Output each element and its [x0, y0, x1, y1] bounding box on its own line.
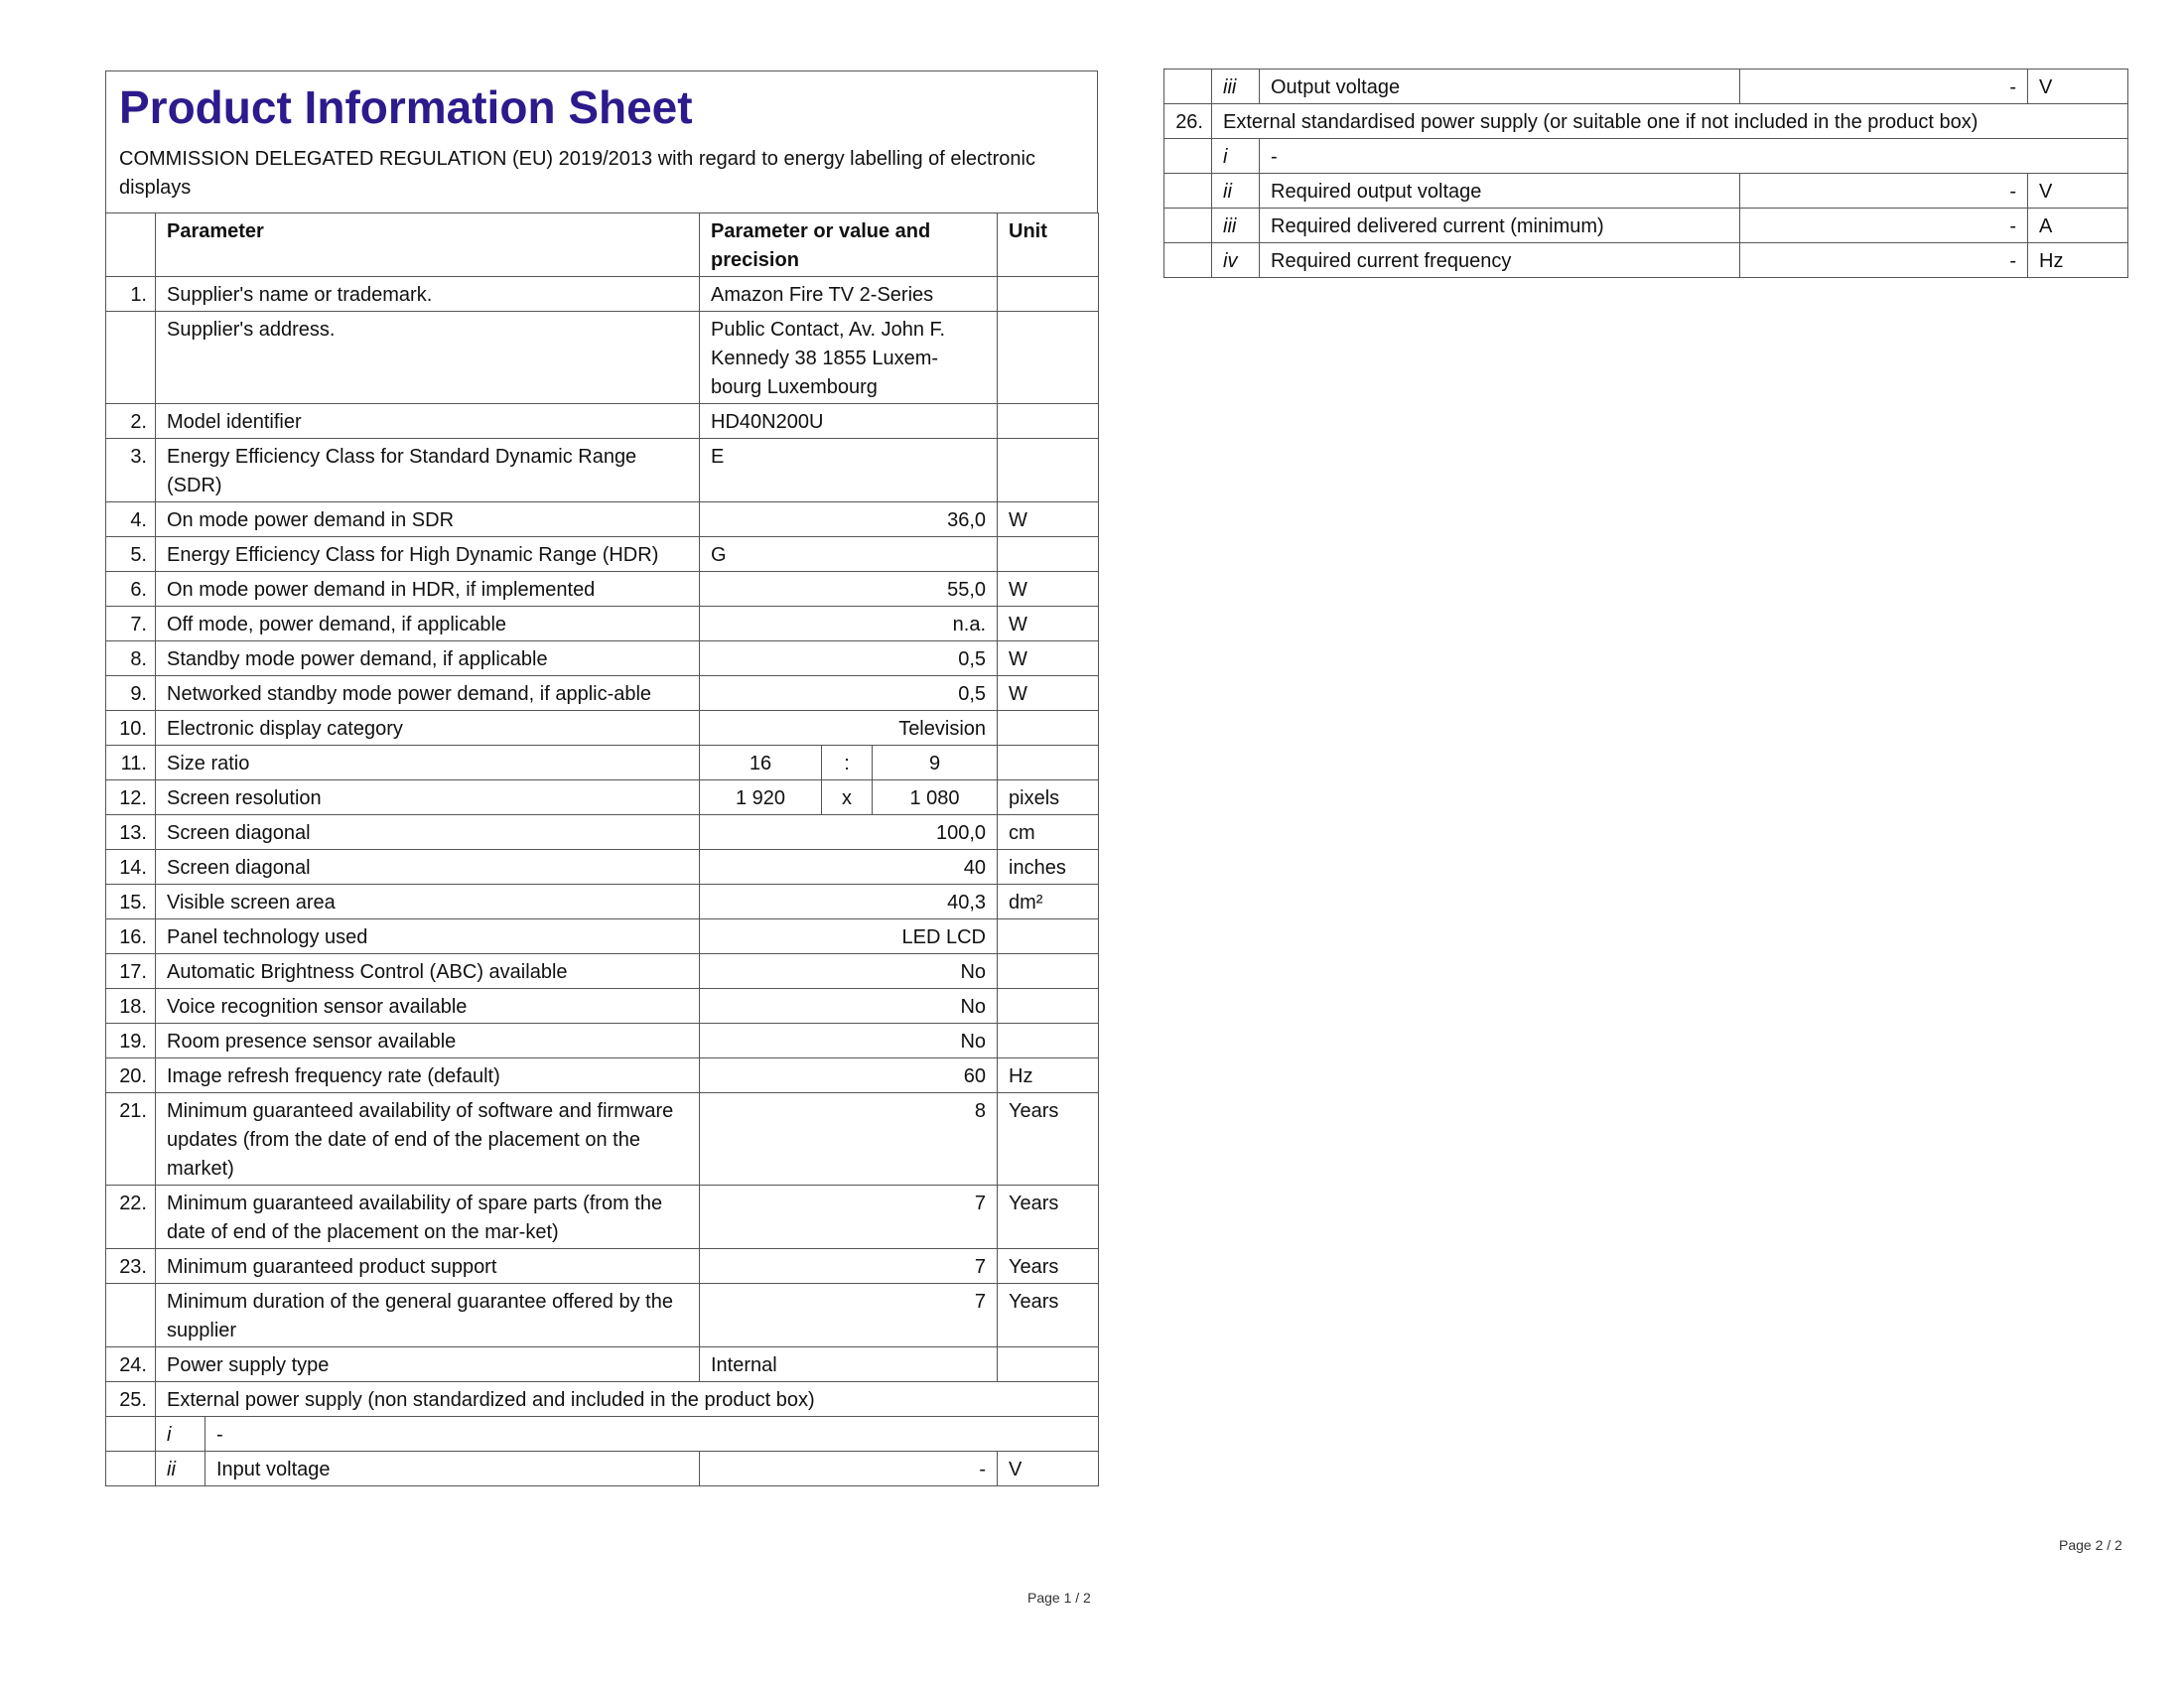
row-number: 18.	[106, 989, 156, 1024]
table-row	[106, 277, 1099, 312]
row-unit: A	[2028, 209, 2128, 243]
table-row	[106, 537, 1099, 572]
sub-item-marker: iii	[1212, 209, 1260, 243]
row-unit	[998, 746, 1099, 780]
row-number: 25.	[106, 1382, 156, 1417]
row-parameter: Model identifier	[156, 404, 700, 439]
table-row	[1164, 209, 2128, 243]
row-parameter: Minimum guaranteed product support	[156, 1249, 700, 1284]
row-parameter: Required output voltage	[1260, 174, 1740, 209]
row-parameter: Standby mode power demand, if applicable	[156, 641, 700, 676]
table-row	[106, 312, 1099, 404]
row-value: 7	[700, 1284, 998, 1347]
table-row	[106, 572, 1099, 607]
sub-item-marker: i	[1212, 139, 1260, 174]
row-parameter: Automatic Brightness Control (ABC) available	[156, 954, 700, 989]
table-row	[106, 439, 1099, 502]
row-number: 22.	[106, 1186, 156, 1249]
row-number: 9.	[106, 676, 156, 711]
table-row	[106, 1058, 1099, 1093]
sub-item-marker: iv	[1212, 243, 1260, 278]
row-unit: Hz	[2028, 243, 2128, 278]
row-unit	[998, 711, 1099, 746]
row-number: 17.	[106, 954, 156, 989]
row-parameter: Image refresh frequency rate (default)	[156, 1058, 700, 1093]
row-unit: V	[2028, 70, 2128, 104]
row-parameter: Input voltage	[205, 1452, 700, 1486]
row-value: -	[1740, 243, 2028, 278]
table-row	[106, 607, 1099, 641]
row-unit: dm²	[998, 885, 1099, 919]
table-row	[106, 676, 1099, 711]
table-row	[1164, 243, 2128, 278]
row-unit: pixels	[998, 780, 1099, 815]
row-value: Television	[700, 711, 998, 746]
row-number	[106, 1284, 156, 1347]
row-number	[106, 312, 156, 404]
row-number: 24.	[106, 1347, 156, 1382]
row-value: -	[1740, 70, 2028, 104]
row-parameter: Supplier's name or trademark.	[156, 277, 700, 312]
row-value: 7	[700, 1249, 998, 1284]
row-parameter: Off mode, power demand, if applicable	[156, 607, 700, 641]
row-parameter: Size ratio	[156, 746, 700, 780]
row-parameter: Output voltage	[1260, 70, 1740, 104]
row-value: 0,5	[700, 676, 998, 711]
table-row	[106, 780, 1099, 815]
row-value: 36,0	[700, 502, 998, 537]
product-info-table	[105, 212, 1099, 1486]
row-parameter: Panel technology used	[156, 919, 700, 954]
row-number: 1.	[106, 277, 156, 312]
row-value: 8	[700, 1093, 998, 1186]
header-unit: Unit	[998, 213, 1099, 277]
row-parameter: Minimum guaranteed availability of software and firmware updates (from the date of end of the placement on the market)	[156, 1093, 700, 1186]
row-parameter: -	[205, 1417, 1099, 1452]
table-row	[106, 711, 1099, 746]
row-unit: W	[998, 641, 1099, 676]
table-row	[106, 885, 1099, 919]
row-value: E	[700, 439, 998, 502]
row-parameter: Supplier's address.	[156, 312, 700, 404]
page-1	[105, 70, 1098, 1570]
row-number: 19.	[106, 1024, 156, 1058]
table-row	[106, 815, 1099, 850]
resolution-height: 1 080	[873, 780, 998, 815]
sub-item-marker: iii	[1212, 70, 1260, 104]
row-parameter: On mode power demand in HDR, if implemented	[156, 572, 700, 607]
resolution-separator: x	[822, 780, 873, 815]
row-unit	[998, 989, 1099, 1024]
row-parameter: Energy Efficiency Class for Standard Dynamic Range (SDR)	[156, 439, 700, 502]
table-row	[106, 1186, 1099, 1249]
row-value: n.a.	[700, 607, 998, 641]
row-unit	[998, 919, 1099, 954]
row-parameter: Minimum guaranteed availability of spare parts (from the date of end of the placement on the mar-ket)	[156, 1186, 700, 1249]
row-value: -	[700, 1452, 998, 1486]
row-number: 2.	[106, 404, 156, 439]
row-value: LED LCD	[700, 919, 998, 954]
table-row	[106, 919, 1099, 954]
row-value: No	[700, 989, 998, 1024]
row-unit: Hz	[998, 1058, 1099, 1093]
table-row	[1164, 70, 2128, 104]
page-number-1: Page 1 / 2	[1027, 1590, 1091, 1606]
row-value: 40,3	[700, 885, 998, 919]
row-parameter: Required delivered current (minimum)	[1260, 209, 1740, 243]
row-unit: W	[998, 676, 1099, 711]
row-unit	[998, 1024, 1099, 1058]
table-row	[106, 1382, 1099, 1417]
row-value: HD40N200U	[700, 404, 998, 439]
row-number: 21.	[106, 1093, 156, 1186]
row-number: 7.	[106, 607, 156, 641]
row-parameter: External standardised power supply (or suitable one if not included in the product box)	[1212, 104, 2128, 139]
row-parameter: Room presence sensor available	[156, 1024, 700, 1058]
table-row	[106, 1093, 1099, 1186]
row-number: 23.	[106, 1249, 156, 1284]
row-parameter: Minimum duration of the general guarantee offered by the supplier	[156, 1284, 700, 1347]
row-value: No	[700, 1024, 998, 1058]
header-value: Parameter or value and precision	[700, 213, 998, 277]
row-parameter: On mode power demand in SDR	[156, 502, 700, 537]
row-unit: W	[998, 607, 1099, 641]
row-parameter: Networked standby mode power demand, if applic-able	[156, 676, 700, 711]
row-value: G	[700, 537, 998, 572]
row-unit: cm	[998, 815, 1099, 850]
resolution-width: 1 920	[700, 780, 822, 815]
row-unit	[998, 312, 1099, 404]
row-parameter: Screen diagonal	[156, 850, 700, 885]
row-number: 10.	[106, 711, 156, 746]
row-number: 4.	[106, 502, 156, 537]
row-unit: W	[998, 572, 1099, 607]
row-value: No	[700, 954, 998, 989]
sub-item-marker: i	[156, 1417, 205, 1452]
row-value: 100,0	[700, 815, 998, 850]
row-unit: inches	[998, 850, 1099, 885]
table-row	[106, 850, 1099, 885]
row-unit	[998, 277, 1099, 312]
row-unit: Years	[998, 1186, 1099, 1249]
row-unit: Years	[998, 1284, 1099, 1347]
table-row	[106, 989, 1099, 1024]
table-row	[106, 404, 1099, 439]
row-value: 7	[700, 1186, 998, 1249]
row-parameter: -	[1260, 139, 2128, 174]
row-number: 20.	[106, 1058, 156, 1093]
table-row	[106, 746, 1099, 780]
row-value: 40	[700, 850, 998, 885]
page-number-2: Page 2 / 2	[2059, 1537, 2122, 1553]
page-title: Product Information Sheet	[119, 81, 693, 133]
table-row	[106, 641, 1099, 676]
row-parameter: Energy Efficiency Class for High Dynamic Range (HDR)	[156, 537, 700, 572]
row-unit	[998, 537, 1099, 572]
regulation-subtitle: COMMISSION DELEGATED REGULATION (EU) 2019/2013 with regard to energy labelling of electronic displays	[119, 148, 1035, 199]
row-number: 16.	[106, 919, 156, 954]
sheet-header	[105, 70, 1098, 212]
table-row	[106, 1417, 1099, 1452]
table-row	[106, 1452, 1099, 1486]
page-2	[1163, 69, 2127, 1568]
row-number: 3.	[106, 439, 156, 502]
row-value: Internal	[700, 1347, 998, 1382]
row-unit: V	[2028, 174, 2128, 209]
table-header-row	[106, 213, 1099, 277]
row-unit	[998, 439, 1099, 502]
row-unit	[998, 404, 1099, 439]
row-number: 5.	[106, 537, 156, 572]
row-value: -	[1740, 174, 2028, 209]
row-number: 13.	[106, 815, 156, 850]
row-unit: Years	[998, 1093, 1099, 1186]
table-row	[1164, 104, 2128, 139]
row-number: 6.	[106, 572, 156, 607]
table-row	[106, 954, 1099, 989]
ratio-width: 16	[700, 746, 822, 780]
row-number: 14.	[106, 850, 156, 885]
row-value: 0,5	[700, 641, 998, 676]
row-parameter: Voice recognition sensor available	[156, 989, 700, 1024]
product-info-table-continued	[1163, 69, 2128, 278]
row-parameter: Visible screen area	[156, 885, 700, 919]
row-parameter: Screen diagonal	[156, 815, 700, 850]
row-parameter: Power supply type	[156, 1347, 700, 1382]
row-value: -	[1740, 209, 2028, 243]
table-row	[106, 1284, 1099, 1347]
row-parameter: Electronic display category	[156, 711, 700, 746]
table-row	[106, 1024, 1099, 1058]
row-number: 26.	[1164, 104, 1212, 139]
row-unit: V	[998, 1452, 1099, 1486]
row-value: 55,0	[700, 572, 998, 607]
row-value: Amazon Fire TV 2-Series	[700, 277, 998, 312]
table-row	[106, 502, 1099, 537]
table-row	[106, 1249, 1099, 1284]
sub-item-marker: ii	[156, 1452, 205, 1486]
row-parameter: External power supply (non standardized and included in the product box)	[156, 1382, 1099, 1417]
header-parameter: Parameter	[156, 213, 700, 277]
row-value: Public Contact, Av. John F. Kennedy 38 1855 Luxem-bourg Luxembourg	[700, 312, 998, 404]
table-row	[1164, 139, 2128, 174]
row-number: 15.	[106, 885, 156, 919]
row-unit	[998, 1347, 1099, 1382]
row-unit	[998, 954, 1099, 989]
row-parameter: Required current frequency	[1260, 243, 1740, 278]
table-row	[1164, 174, 2128, 209]
row-number: 8.	[106, 641, 156, 676]
ratio-separator: :	[822, 746, 873, 780]
row-parameter: Screen resolution	[156, 780, 700, 815]
row-unit: W	[998, 502, 1099, 537]
sub-item-marker: ii	[1212, 174, 1260, 209]
table-row	[106, 1347, 1099, 1382]
row-unit: Years	[998, 1249, 1099, 1284]
row-value: 60	[700, 1058, 998, 1093]
ratio-height: 9	[873, 746, 998, 780]
row-number: 12.	[106, 780, 156, 815]
row-number: 11.	[106, 746, 156, 780]
